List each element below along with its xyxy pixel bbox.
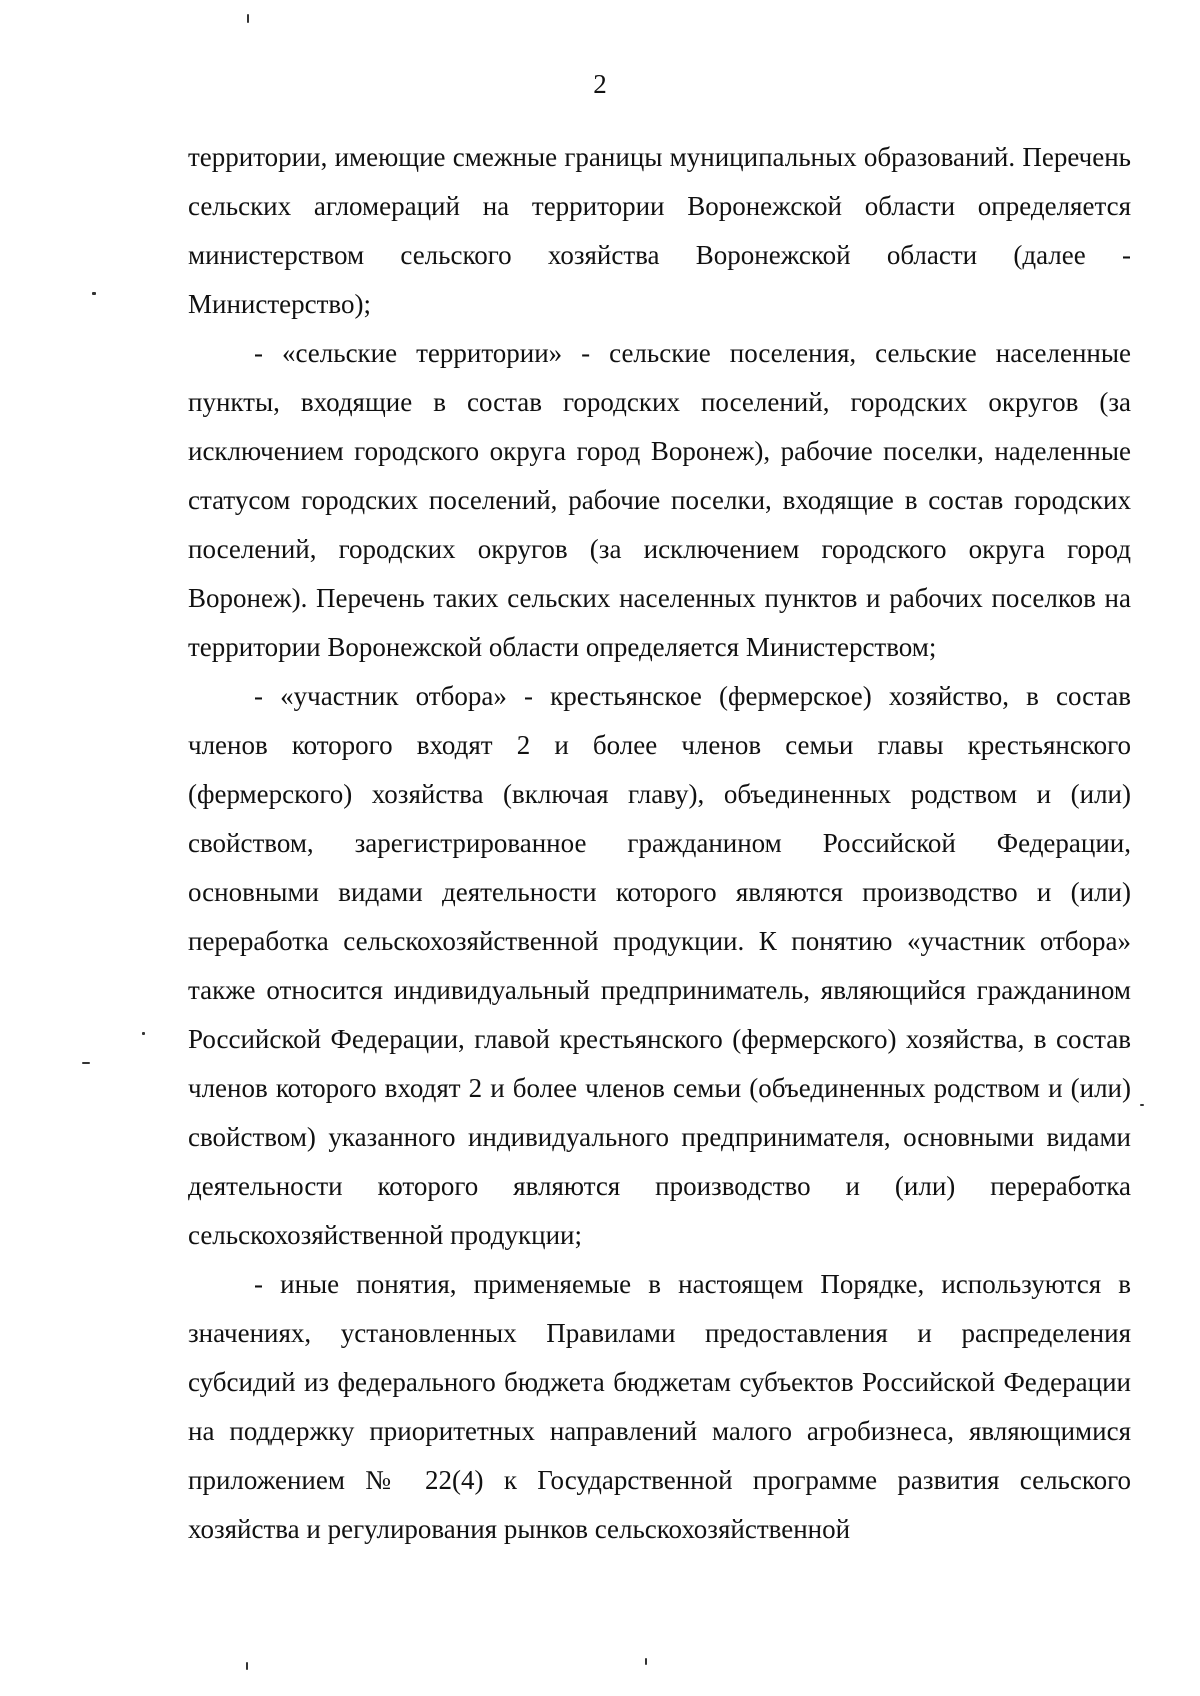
scan-artifact [142, 1032, 145, 1035]
scan-artifact [1140, 1104, 1144, 1106]
scan-artifact [246, 1662, 248, 1670]
scan-artifact [247, 14, 249, 23]
paragraph-rural-territories-definition: - «сельские территории» - сельские поселения, сельские населенные пункты, входящие в состав городских поселений, городских округов (за исключением городского округа город Воронеж), рабочие поселки, наделенные статусом городских поселений, рабочие поселки, входящие в состав городских поселений, городских округов (за исключением городского округа город Воронеж). Перечень таких сельских населенных пунктов и рабочих поселков на территории Воронежской области определяется Министерством; [188, 338, 1131, 662]
document-body [188, 133, 1131, 1554]
scan-artifact [92, 292, 96, 295]
scan-artifact [82, 1062, 90, 1064]
page-number: 2 [593, 69, 607, 99]
paragraph-other-terms: - иные понятия, применяемые в настоящем Порядке, используются в значениях, установленных Правилами предоставления и распределения субсидий из федерального бюджета бюджетам субъектов Российской Федерации на поддержку приоритетных направлений малого агробизнеса, являющимися приложением № 22(4) к Государственной программе развития сельского хозяйства и регулирования рынков сельскохозяйственной [188, 1269, 1131, 1544]
scan-artifact [645, 1658, 647, 1665]
paragraph-agglomerations-definition: территории, имеющие смежные границы муниципальных образований. Перечень сельских агломераций на территории Воронежской области определяется министерством сельского хозяйства Воронежской области (далее - Министерство); [188, 142, 1131, 319]
paragraph-selection-participant-definition: - «участник отбора» - крестьянское (фермерское) хозяйство, в состав членов которого входят 2 и более членов семьи главы крестьянского (фермерского) хозяйства (включая главу), объединенных родством и (или) свойством, зарегистрированное гражданином Российской Федерации, основными видами деятельности которого являются производство и (или) переработка сельскохозяйственной продукции. К понятию «участник отбора» также относится индивидуальный предприниматель, являющийся гражданином Российской Федерации, главой крестьянского (фермерского) хозяйства, в состав членов которого входят 2 и более членов семьи (объединенных родством и (или) свойством) указанного индивидуального предпринимателя, основными видами деятельности которого являются производство и (или) переработка сельскохозяйственной продукции; [188, 681, 1131, 1250]
